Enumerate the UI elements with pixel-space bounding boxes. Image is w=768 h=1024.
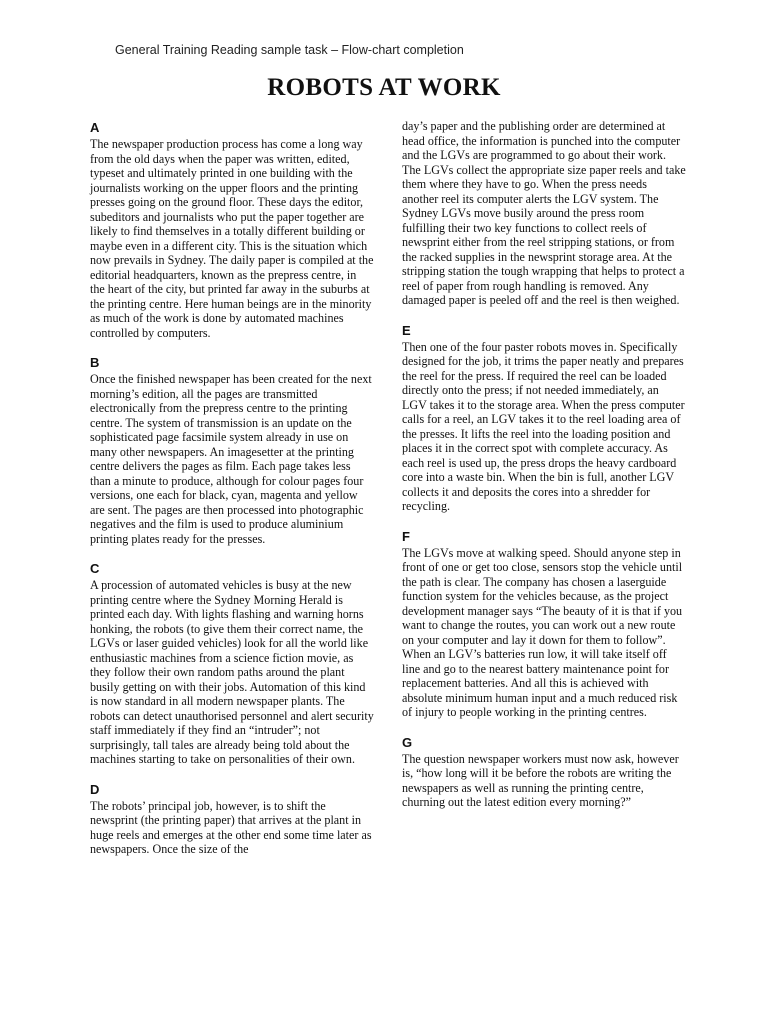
section-e-paragraph: Then one of the four paster robots moves in. Specifically designed for the job, it trims the paper neatly and prepares the reel for the press. If required the reel can be loaded directly onto the press; if not needed immediately, an LGV takes it to the storage area. When the press computer calls for a reel, an LGV takes it to the reel loading area of the presses. It lifts the reel into the loading position and places it in the correct spot with complete accuracy. As each reel is used up, the press drops the heavy cardboard core into a waste bin. When the bin is full, another LGV collects it and deposits the cores into a shredder for recycling.	[402, 339, 685, 513]
section-c	[90, 561, 374, 767]
section-e-letter: E	[402, 322, 411, 338]
section-f-paragraph: The LGVs move at walking speed. Should anyone step in front of one or get too close, sensors stop the vehicle until the path is clear. The company has chosen a laserguide function system for the vehicles because, as the project development manager says “The beauty of it is that if you want to change the routes, you can work out a new route on your computer and lay it down for them to follow”. When an LGV’s batteries run low, it will take itself off line and go to the nearest battery maintenance point for replacement batteries. And all this is achieved with absolute minimum human input and a much reduced risk of injury to people working in the printing centres.	[402, 545, 683, 719]
section-f	[402, 529, 686, 720]
section-d-continued	[402, 119, 686, 308]
section-c-letter: C	[90, 561, 100, 576]
page-header-subtitle: General Training Reading sample task – Flow-chart completion	[115, 43, 464, 57]
section-f-letter: F	[402, 528, 410, 544]
section-d	[90, 782, 374, 857]
section-a-paragraph: The newspaper production process has come a long way from the old days when the paper was written, edited, typeset and ultimately printed in one building with the journalists working on the upper floors and the printing presses going on the ground floor. These days the editor, subeditors and journalists who put the paper together are likely to find themselves in a totally different building or maybe even in a different city. This is the situation which now prevails in Sydney. The daily paper is compiled at the editorial headquarters, known as the prepress centre, in the heart of the city, but printed far away in the suburbs at the printing centre. Here human beings are in the minority as much of the work is done by automated machines controlled by computers.	[90, 137, 374, 340]
section-d-continuation-paragraph: day’s paper and the publishing order are determined at head office, the information is punched into the computer and the LGVs are programmed to go about their work. The LGVs collect the appropriate size paper reels and take them where they have to go. When the press needs another reel its computer alerts the LGV system. The Sydney LGVs move busily around the press room fulfilling their two key functions to collect reels of newsprint either from the reel stripping stations, or from the racked supplies in the newsprint storage area. At the stripping station the tough wrapping that helps to protect a reel of paper from rough handling is removed. Any damaged paper is peeled off and the reel is then weighed.	[402, 119, 686, 307]
section-a-letter: A	[90, 120, 100, 135]
section-b-paragraph: Once the finished newspaper has been created for the next morning’s edition, all the pages are transmitted electronically from the prepress centre to the printing centre. The system of transmission is an update on the sophisticated page facsimile system already in use on many other newspapers. An imagesetter at the printing centre delivers the pages as film. Each page takes less than a minute to produce, although for colour pages four versions, one each for black, cyan, magenta and yellow are sent. The pages are then processed into photographic negatives and the film is used to produce aluminium printing plates ready for the presses.	[90, 372, 372, 546]
section-b	[90, 355, 374, 546]
section-a	[90, 120, 374, 340]
section-d-paragraph: The robots’ principal job, however, is to shift the newsprint (the printing paper) that arrives at the plant in huge reels and emerges at the other end some time later as newspapers. Once the size of the	[90, 798, 372, 856]
section-g-paragraph: The question newspaper workers must now ask, however is, “how long will it be before the robots are writing the newspapers as well as running the printing centre, churning out the latest edition every morning?”	[402, 751, 679, 809]
section-b-letter: B	[90, 355, 100, 370]
section-e	[402, 323, 686, 514]
section-d-letter: D	[90, 781, 100, 797]
section-g-letter: G	[402, 734, 413, 750]
article-title: ROBOTS AT WORK	[267, 74, 501, 101]
section-g	[402, 735, 686, 810]
section-c-paragraph: A procession of automated vehicles is busy at the new printing centre where the Sydney Morning Herald is printed each day. With lights flashing and warning horns honking, the robots (to give them their correct name, the LGVs or laser guided vehicles) look for all the world like enthusiastic machines from a science fiction movie, as they follow their own random paths around the plant busily getting on with their jobs. Automation of this kind is now standard in all modern newspaper plants. The robots can detect unauthorised personnel and alert security staff immediately if they find an “intruder”; not surprisingly, tall tales are already being told about the machines starting to take on personalities of their own.	[90, 578, 374, 766]
right-column	[402, 119, 686, 825]
left-column	[90, 116, 374, 872]
